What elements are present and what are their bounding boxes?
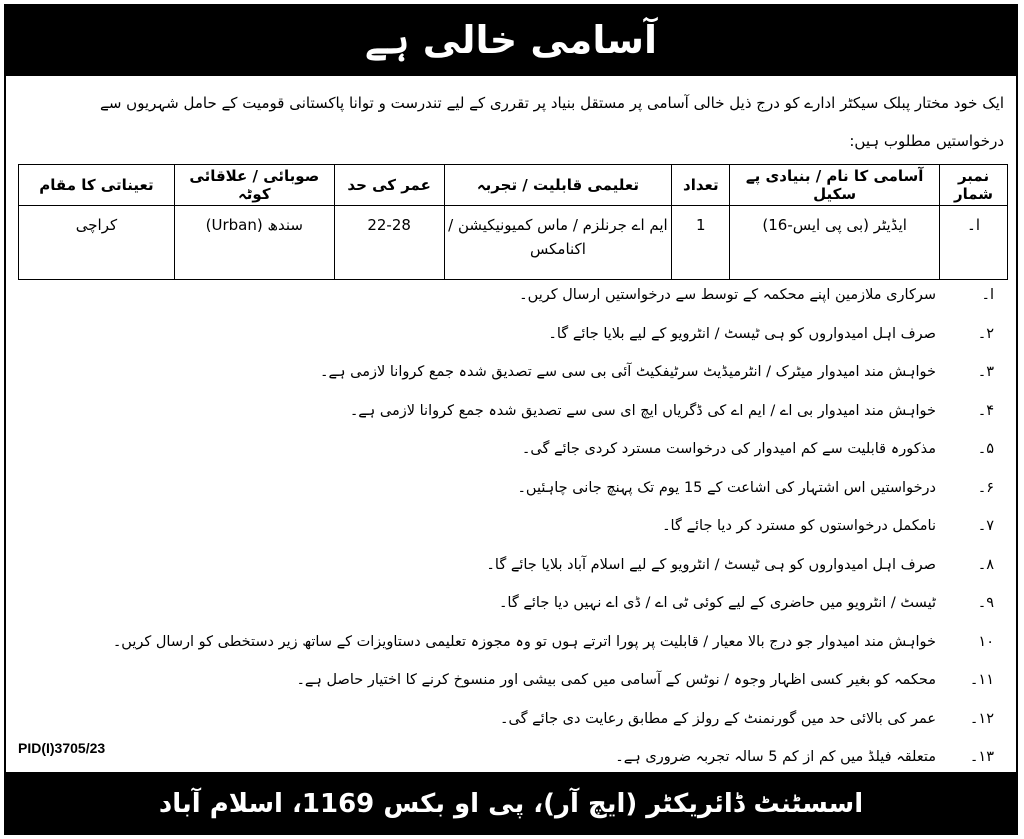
condition-number: ۱۰: [978, 633, 994, 650]
cell-quota: سندھ (Urban): [174, 206, 334, 280]
condition-item: [14, 738, 994, 777]
cell-serial: ا۔: [940, 206, 1008, 280]
pid-reference: PID(I)3705/23: [18, 740, 106, 756]
cell-qualification: [444, 206, 672, 280]
condition-item: [14, 584, 994, 623]
condition-item: [14, 469, 994, 508]
header-count: تعداد: [672, 165, 730, 206]
condition-number: ۱۳۔: [969, 749, 994, 766]
condition-number: ۲۔: [977, 325, 994, 342]
condition-item: [14, 353, 994, 392]
condition-number: ا۔: [981, 287, 994, 304]
condition-text: ٹیسٹ / انٹرویو میں حاضری کے لیے کوئی ٹی اے / ڈی اے نہیں دیا جائے گا۔: [498, 595, 936, 612]
condition-number: ۴۔: [977, 402, 994, 419]
condition-text: نامکمل درخواستوں کو مسترد کر دیا جائے گا۔: [662, 518, 936, 535]
condition-number: ۱۱۔: [969, 672, 994, 689]
condition-text: صرف اہل امیدواروں کو ہی ٹیسٹ / انٹرویو کے لیے اسلام آباد بلایا جائے گا۔: [486, 556, 936, 573]
condition-item: [14, 315, 994, 354]
condition-number: ۸۔: [977, 556, 994, 573]
header-quota: صوبائی / علاقائی کوٹہ: [174, 165, 334, 206]
conditions-list: [14, 276, 994, 777]
footer-banner: [4, 772, 1018, 835]
condition-number: ۱۲۔: [969, 710, 994, 727]
page-title: آسامی خالی ہے: [365, 18, 657, 62]
qualification-line-2: اکنامکس: [530, 240, 586, 258]
cell-age: [334, 206, 444, 280]
condition-text: صرف اہل امیدواروں کو ہی ٹیسٹ / انٹرویو کے لیے بلایا جائے گا۔: [548, 325, 936, 342]
header-place: تعیناتی کا مقام: [19, 165, 175, 206]
header-post: آسامی کا نام / بنیادی پے سکیل: [730, 165, 940, 206]
header-serial: نمبر شمار: [940, 165, 1008, 206]
condition-text: درخواستیں اس اشتہار کی اشاعت کے 15 یوم تک پہنچ جانی چاہئیں۔: [517, 479, 936, 496]
table-row: [19, 206, 1008, 280]
condition-text: مذکورہ قابلیت سے کم امیدوار کی درخواست مسترد کردی جائے گی۔: [521, 441, 936, 458]
intro-line-1: ایک خود مختار پبلک سیکٹر ادارے کو درج ذیل خالی آسامی پر مستقل بنیاد پر تقرری کے لیے تندرست و توانا پاکستانی قومیت کے حامل شہریوں سے: [100, 94, 1004, 112]
table-header-row: [19, 165, 1008, 206]
condition-text: عمر کی بالائی حد میں گورنمنٹ کے رولز کے مطابق رعایت دی جائے گی۔: [500, 710, 936, 727]
title-banner: [4, 4, 1018, 76]
condition-text: سرکاری ملازمین اپنے محکمہ کے توسط سے درخواستیں ارسال کریں۔: [519, 287, 936, 304]
condition-number: ۵۔: [977, 441, 994, 458]
age-range: 22-28: [367, 216, 411, 234]
condition-text: خواہش مند امیدوار میٹرک / انٹرمیڈیٹ سرٹیفکیٹ آئی بی سی سے تصدیق شدہ جمع کروانا لازمی ہے۔: [320, 364, 936, 381]
vacancy-table: [18, 164, 1008, 280]
intro-line-2: درخواستیں مطلوب ہیں:: [849, 132, 1004, 150]
condition-item: [14, 661, 994, 700]
qualification-line-1: ایم اے جرنلزم / ماس کمیونیکیشن /: [448, 216, 668, 234]
condition-item: [14, 276, 994, 315]
condition-number: ۹۔: [977, 595, 994, 612]
cell-place: کراچی: [19, 206, 175, 280]
condition-item: [14, 392, 994, 431]
header-qualification: تعلیمی قابلیت / تجربہ: [444, 165, 672, 206]
condition-text: خواہش مند امیدوار جو درج بالا معیار / قابلیت پر پورا اترتے ہوں تو وہ مجوزہ تعلیمی دستاویزات کے ساتھ زیر دستخطی کو ارسال کریں۔: [112, 633, 936, 650]
condition-item: [14, 623, 994, 662]
header-age: عمر کی حد: [334, 165, 444, 206]
condition-item: [14, 430, 994, 469]
condition-number: ۷۔: [977, 518, 994, 535]
cell-count: 1: [672, 206, 730, 280]
condition-item: [14, 507, 994, 546]
condition-text: محکمہ کو بغیر کسی اظہار وجوہ / نوٹس کے آسامی میں کمی بیشی اور منسوخ کرنے کا اختیار حاصل ہے۔: [296, 672, 936, 689]
cell-post: ایڈیٹر (بی پی ایس-16): [730, 206, 940, 280]
condition-text: متعلقہ فیلڈ میں کم از کم 5 سالہ تجربہ ضروری ہے۔: [615, 749, 936, 766]
condition-item: [14, 546, 994, 585]
condition-number: ۶۔: [977, 479, 994, 496]
condition-item: [14, 700, 994, 739]
condition-number: ۳۔: [977, 364, 994, 381]
condition-text: خواہش مند امیدوار بی اے / ایم اے کی ڈگریاں ایچ ای سی سے تصدیق شدہ جمع کروانا لازمی ہے۔: [349, 402, 936, 419]
footer-address: اسسٹنٹ ڈائریکٹر (ایچ آر)، پی او بکس 1169، اسلام آباد: [158, 788, 864, 819]
